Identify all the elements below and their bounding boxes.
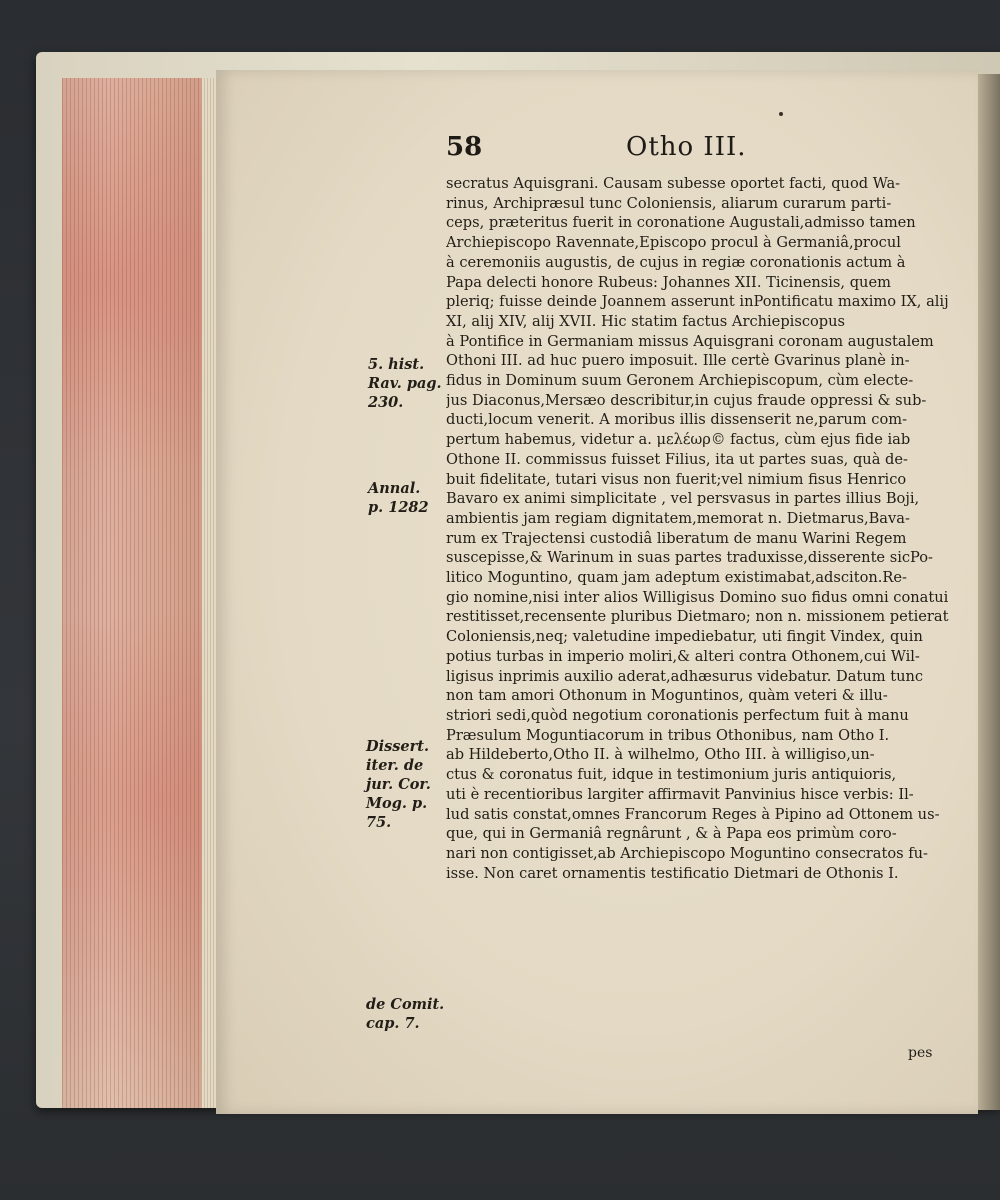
body-text: [446, 174, 961, 883]
page-number: 58: [446, 132, 483, 162]
text-line: uti è recentioribus largiter affirmavit Panvinius hisce verbis: Il-: [446, 785, 914, 803]
book: [36, 52, 1000, 1108]
catchword: pes: [908, 1045, 933, 1061]
text-line: potius turbas in imperio moliri,& alteri contra Othonem,cui Wil-: [446, 647, 920, 665]
margin-note-line: jur. Cor.: [366, 776, 431, 793]
text-line: Othone II. commissus fuisset Filius, ita ut partes suas, quà de-: [446, 450, 908, 468]
text-line: buit fidelitate, tutari visus non fuerit;vel nimium fisus Henrico: [446, 470, 907, 488]
text-line: nari non contigisset,ab Archiepiscopo Moguntino consecratos fu-: [446, 844, 928, 862]
text-line: XI, alij XIV, alij XVII. Hic statim factus Archiepiscopus: [446, 312, 846, 330]
text-line: lud satis constat,omnes Francorum Reges à Pipino ad Ottonem us-: [446, 805, 940, 823]
margin-note-annal: [368, 479, 448, 517]
ink-speck: [779, 112, 783, 116]
book-page: [216, 70, 978, 1114]
margin-note-line: p. 1282: [368, 499, 429, 516]
margin-note-line: cap. 7.: [366, 1015, 420, 1032]
text-line: striori sedi,quòd negotium coronationis perfectum fuit à manu: [446, 706, 909, 724]
text-line: non tam amori Othonum in Moguntinos, quàm veteri & illu-: [446, 687, 888, 705]
text-line: secratus Aquisgrani. Causam subesse oportet facti, quod Wa-: [446, 175, 901, 192]
text-line: Præsulum Moguntiacorum in tribus Othonibus, nam Otho I.: [446, 726, 890, 744]
text-line: fidus in Dominum suum Geronem Archiepiscopum, cùm electe-: [446, 372, 914, 390]
text-line: rinus, Archipræsul tunc Coloniensis, aliarum curarum parti-: [446, 194, 892, 212]
text-line: ceps, præteritus fuerit in coronatione Augustali,admisso tamen: [446, 214, 916, 232]
margin-note-line: 5. hist.: [368, 356, 425, 373]
margin-note-line: de Comit.: [366, 996, 445, 1013]
margin-note-line: Rav. pag.: [368, 375, 442, 392]
margin-note-line: 230.: [368, 394, 404, 411]
text-line: gio nomine,nisi inter alios Willigisus Domino suo fidus omni conatui: [446, 588, 949, 606]
text-line: isse. Non caret ornamentis testificatio Dietmari de Othonis I.: [446, 864, 899, 882]
margin-note-line: 75.: [366, 814, 392, 831]
text-line: Papa delecti honore Rubeus: Johannes XII. Ticinensis, quem: [446, 273, 891, 291]
running-head: Otho III.: [626, 132, 747, 162]
cover-right-edge: [978, 74, 1000, 1110]
text-line: que, qui in Germaniâ regnârunt , & à Papa eos primùm coro-: [446, 825, 897, 843]
text-line: ctus & coronatus fuit, idque in testimonium juris antiquioris,: [446, 766, 897, 784]
margin-note-line: iter. de: [366, 757, 424, 774]
text-line: Coloniensis,neq; valetudine impediebatur, uti fingit Vindex, quin: [446, 628, 923, 646]
text-line: Archiepiscopo Ravennate,Episcopo procul à Germaniâ,procul: [446, 234, 901, 252]
text-line: rum ex Trajectensi custodiâ liberatum de manu Warini Regem: [446, 529, 907, 547]
text-line: ab Hildeberto,Otho II. à wilhelmo, Otho III. à willigiso,un-: [446, 746, 875, 764]
margin-note-line: Dissert.: [366, 738, 430, 755]
text-line: suscepisse,& Warinum in suas partes traduxisse,disserente sicPo-: [446, 549, 933, 567]
text-line: à ceremoniis augustis, de cujus in regiæ coronationis actum à: [446, 253, 906, 271]
text-line: pertum habemus, videtur a. μελέωρ© factus, cùm ejus fide iab: [446, 431, 911, 449]
text-line: Bavaro ex animi simplicitate , vel persvasus in partes illius Boji,: [446, 490, 920, 508]
margin-note-hist: [368, 355, 448, 412]
text-line: jus Diaconus,Mersæo describitur,in cujus fraude oppressi & sub-: [446, 391, 927, 409]
text-line: ducti,locum venerit. A moribus illis dissenserit ne,parum com-: [446, 411, 908, 429]
page-header: [216, 132, 978, 172]
text-line: ambientis jam regiam dignitatem,memorat n. Dietmarus,Bava-: [446, 509, 910, 527]
text-line: pleriq; fuisse deinde Joannem asserunt inPontificatu maximo IX, alij: [446, 293, 949, 311]
margin-note-line: Mog. p.: [366, 795, 428, 812]
margin-note-line: Annal.: [368, 480, 421, 497]
text-line: restitisset,recensente pluribus Dietmaro; non n. missionem petierat: [446, 608, 949, 626]
text-line: litico Moguntino, quam jam adeptum existimabat,adsciton.Re-: [446, 569, 907, 587]
margin-note-comit: [366, 995, 448, 1033]
page-edges: [62, 78, 222, 1108]
text-line: Othoni III. ad huc puero imposuit. Ille certè Gvarinus planè in-: [446, 352, 910, 370]
text-line: ligisus inprimis auxilio aderat,adhæsurus videbatur. Datum tunc: [446, 667, 924, 685]
margin-note-dissert: [366, 737, 448, 832]
text-line: à Pontifice in Germaniam missus Aquisgrani coronam augustalem: [446, 332, 934, 350]
